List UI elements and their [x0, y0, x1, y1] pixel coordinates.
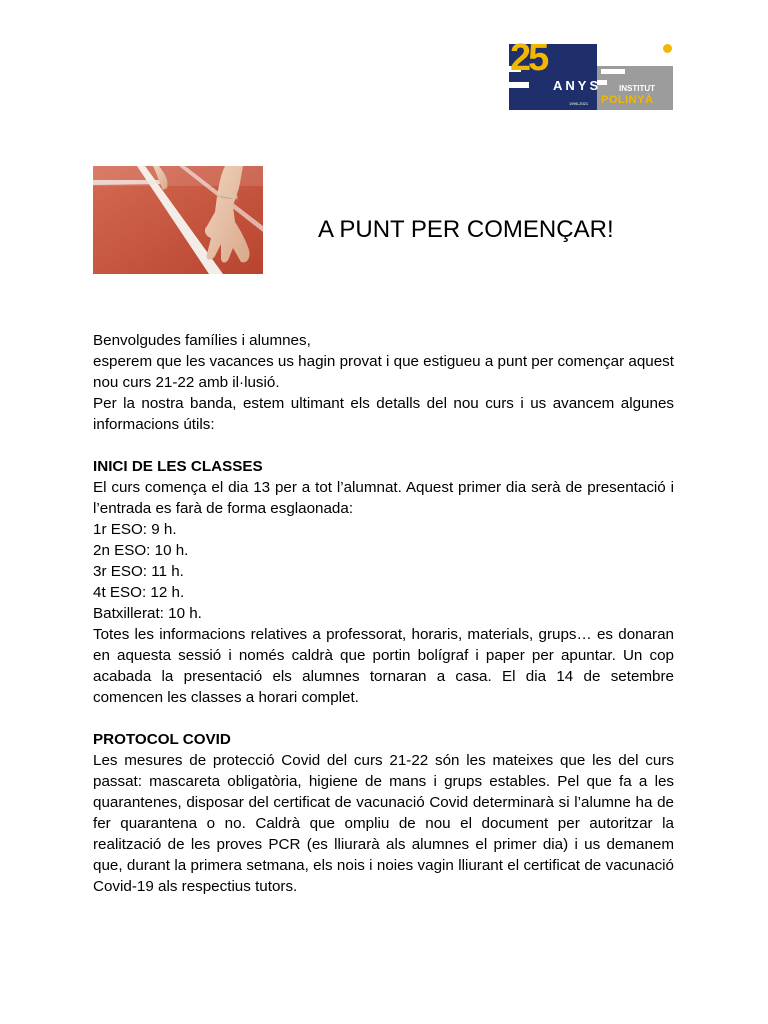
covid-paragraph: Les mesures de protecció Covid del curs 21-22 són les mateixes que les del curs passat: mascareta obligatòria, higiene de mans i grups estables. Pel que fa a les quarantenes, disposar del certificat de vacunació Covid determinarà si l’alumne ha de fer quarantena o no. Caldrà que ompliu de nou el document per autoritzar la realització de les proves PCR (es lliurarà als alumnes el primer dia) i us demanem que, durant la primera setmana, els nois i noies vagin lliurant el certificat de vacunació Covid-19 als respectius tutors.	[93, 752, 674, 895]
greeting: Benvolgudes famílies i alumnes,	[93, 332, 311, 349]
schedule-item: Batxillerat: 10 h.	[93, 605, 202, 622]
logo-stripe	[601, 69, 625, 74]
logo-years: 1996-2021	[569, 101, 589, 106]
logo-polinya: POLINYÀ	[601, 94, 654, 106]
intro-paragraph: esperem que les vacances us hagin provat i que estigueu a punt per començar aquest nou curs 21-22 amb il·lusió.	[93, 353, 674, 391]
intro-paragraph-2: Per la nostra banda, estem ultimant els detalls del nou curs i us avancem algunes informacions útils:	[93, 395, 674, 433]
running-track-photo	[93, 166, 263, 274]
logo-anys: ANYS	[553, 78, 602, 93]
section-heading-classes: INICI DE LES CLASSES	[93, 458, 263, 475]
classes-paragraph: El curs comença el dia 13 per a tot l’alumnat. Aquest primer dia serà de presentació i l’entrada es farà de forma esglaonada:	[93, 479, 674, 517]
classes-paragraph-2: Totes les informacions relatives a professorat, horaris, materials, grups… es donaran en aquesta sessió i només caldrà que portin bolígraf i paper per apuntar. Un cop acabada la presentació els alumnes tornaran a casa. El dia 14 de setembre comencen les classes a horari complet.	[93, 626, 674, 706]
schedule-item: 1r ESO: 9 h.	[93, 521, 177, 538]
schedule-item: 3r ESO: 11 h.	[93, 563, 184, 580]
logo-stripe	[509, 82, 529, 88]
page-title: A PUNT PER COMENÇAR!	[318, 216, 614, 243]
logo-dot	[663, 44, 672, 53]
logo-number: 25	[510, 37, 547, 79]
schedule-item: 2n ESO: 10 h.	[93, 542, 189, 559]
schedule-item: 4t ESO: 12 h.	[93, 584, 185, 601]
institut-polinya-logo	[509, 37, 674, 110]
letter-body	[93, 330, 674, 897]
section-heading-covid: PROTOCOL COVID	[93, 731, 231, 748]
logo-institut: INSTITUT	[619, 84, 655, 93]
